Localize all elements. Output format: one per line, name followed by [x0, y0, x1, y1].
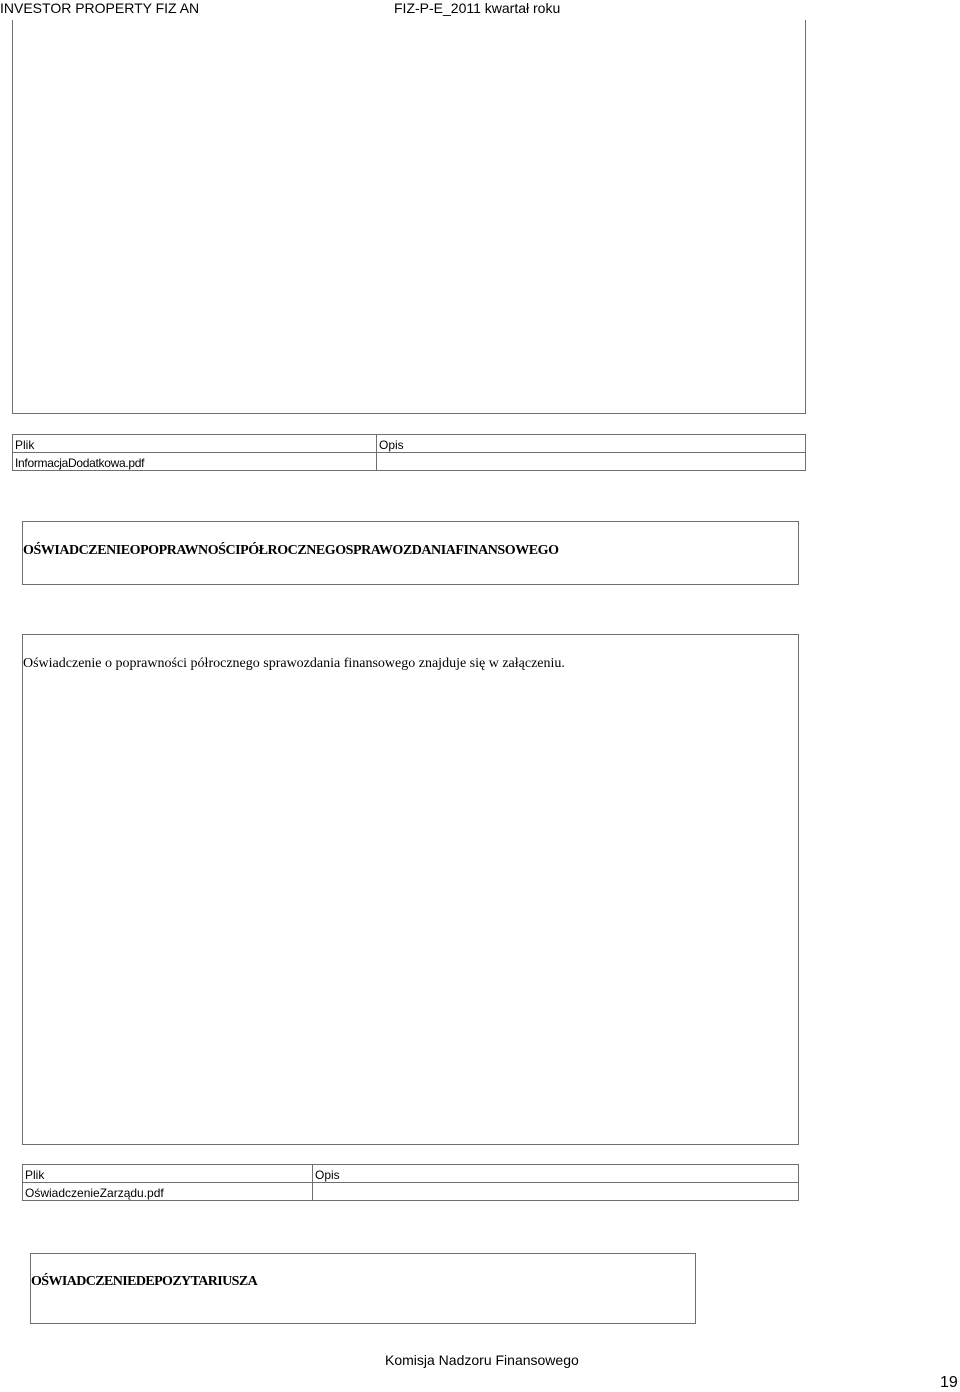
- table-row: [23, 1183, 799, 1201]
- file-link[interactable]: InformacjaDodatkowa.pdf: [13, 453, 377, 471]
- table-header-row: [23, 1165, 799, 1183]
- statement-body-text: Oświadczenie o poprawności półrocznego sprawozdania finansowego znajduje się w załączeniu.: [23, 656, 565, 671]
- header-fund-name: INVESTOR PROPERTY FIZ AN: [0, 0, 200, 16]
- col-desc-header: Opis: [313, 1165, 799, 1183]
- file-link[interactable]: OświadczenieZarządu.pdf: [23, 1183, 313, 1201]
- top-content-box: [12, 20, 806, 414]
- top-files-table: [12, 434, 806, 471]
- statement-title: OŚWIADCZENIEOPOPRAWNOŚCIPÓŁROCZNEGOSPRAWOZDANIAFINANSOWEGO: [23, 543, 559, 558]
- table-header-row: [13, 435, 806, 453]
- file-description: [313, 1183, 799, 1201]
- col-desc-header: Opis: [377, 435, 806, 453]
- col-file-header: Plik: [13, 435, 377, 453]
- table-row: [13, 453, 806, 471]
- col-file-header: Plik: [23, 1165, 313, 1183]
- statement-title-box: [22, 521, 799, 585]
- depositary-title: OŚWIADCZENIEDEPOZYTARIUSZA: [31, 1274, 258, 1289]
- statement-body-box: [22, 634, 799, 1145]
- statement-files-table: [22, 1164, 799, 1201]
- footer-authority: Komisja Nadzoru Finansowego: [385, 1352, 579, 1368]
- header-report-id: FIZ-P-E_2011 kwartał roku: [394, 0, 561, 16]
- file-description: [377, 453, 806, 471]
- page-number: 19: [940, 1374, 958, 1391]
- depositary-title-box: [30, 1253, 696, 1324]
